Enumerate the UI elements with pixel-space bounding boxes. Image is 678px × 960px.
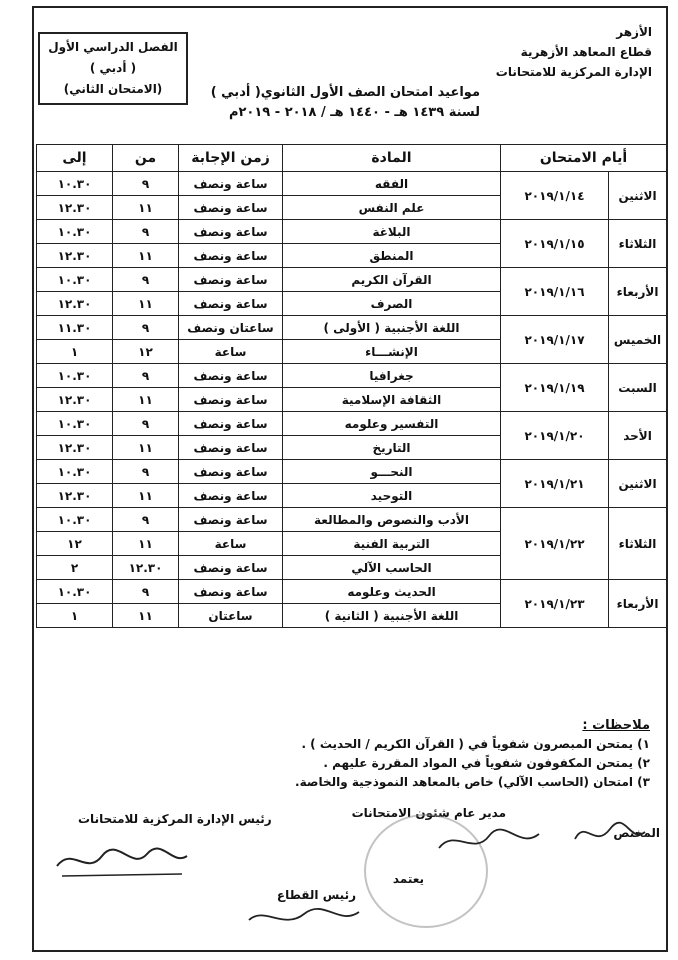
to-time-cell: ١٢.٣٠ [37, 484, 113, 508]
from-time-cell: ٩ [113, 172, 179, 196]
to-time-cell: ١٢.٣٠ [37, 244, 113, 268]
header-line: قطاع المعاهد الأزهرية [520, 45, 652, 59]
signature-director-label: مدير عام شئون الامتحانات [351, 806, 506, 820]
exam-date: ٢٠١٩/١/١٥ [501, 220, 609, 268]
table-row [37, 412, 667, 436]
duration-cell: ساعة ونصف [179, 436, 283, 460]
exam-date: ٢٠١٩/١/١٩ [501, 364, 609, 412]
notes-title: ملاحظات : [582, 718, 650, 733]
from-time-cell: ١١ [113, 436, 179, 460]
exam-day: الأحد [609, 412, 667, 460]
exam-date: ٢٠١٩/١/١٧ [501, 316, 609, 364]
col-header-subject: المادة [283, 145, 501, 172]
from-time-cell: ١١ [113, 196, 179, 220]
from-time-cell: ٩ [113, 268, 179, 292]
header-line: الإدارة المركزية للامتحانات [495, 65, 652, 79]
to-time-cell: ١٢.٣٠ [37, 292, 113, 316]
from-time-cell: ١١ [113, 244, 179, 268]
subject-cell: الإنشـــاء [283, 340, 501, 364]
subject-cell: البلاغة [283, 220, 501, 244]
table-row [37, 268, 667, 292]
exam-day: السبت [609, 364, 667, 412]
duration-cell: ساعة [179, 340, 283, 364]
subject-cell: جغرافيا [283, 364, 501, 388]
handwritten-signature [434, 820, 544, 860]
exam-day: الاثنين [609, 460, 667, 508]
to-time-cell: ١٠.٣٠ [37, 172, 113, 196]
duration-cell: ساعة ونصف [179, 196, 283, 220]
duration-cell: ساعة [179, 532, 283, 556]
subject-cell: علم النفس [283, 196, 501, 220]
table-row [37, 508, 667, 532]
to-time-cell: ٢ [37, 556, 113, 580]
exam-schedule-table [36, 144, 667, 628]
from-time-cell: ١٢ [113, 340, 179, 364]
subject-cell: الصرف [283, 292, 501, 316]
to-time-cell: ١٢.٣٠ [37, 196, 113, 220]
to-time-cell: ١٠.٣٠ [37, 460, 113, 484]
signature-approved-label: يعتمد [392, 872, 424, 886]
col-header-to: إلى [37, 145, 113, 172]
from-time-cell: ١٢.٣٠ [113, 556, 179, 580]
header-line: الأزهر [616, 25, 652, 39]
subject-cell: الحاسب الآلي [283, 556, 501, 580]
to-time-cell: ١٢ [37, 532, 113, 556]
subject-cell: التوحيد [283, 484, 501, 508]
subject-cell: النحـــو [283, 460, 501, 484]
exam-day: الأربعاء [609, 268, 667, 316]
signature-specialist-label: المختص [613, 826, 660, 840]
subject-cell: الحديث وعلومه [283, 580, 501, 604]
from-time-cell: ٩ [113, 412, 179, 436]
col-header-duration: زمن الإجابة [179, 145, 283, 172]
exam-day: الخميس [609, 316, 667, 364]
to-time-cell: ١٠.٣٠ [37, 412, 113, 436]
to-time-cell: ١٠.٣٠ [37, 508, 113, 532]
to-time-cell: ١ [37, 604, 113, 628]
schedule-body [37, 172, 667, 628]
header-title [211, 83, 480, 123]
title-line: لسنة ١٤٣٩ هـ - ١٤٤٠ هـ / ٢٠١٨ - ٢٠١٩م [228, 105, 480, 120]
subject-cell: المنطق [283, 244, 501, 268]
exam-date: ٢٠١٩/١/٢٠ [501, 412, 609, 460]
exam-date: ٢٠١٩/١/٢١ [501, 460, 609, 508]
exam-day: الثلاثاء [609, 508, 667, 580]
duration-cell: ساعة ونصف [179, 556, 283, 580]
from-time-cell: ١١ [113, 484, 179, 508]
handwritten-signature [52, 836, 192, 886]
subject-cell: التاريخ [283, 436, 501, 460]
subject-cell: الثقافة الإسلامية [283, 388, 501, 412]
document-page [32, 6, 668, 952]
col-header-days: أيام الامتحان [501, 145, 667, 172]
table-row [37, 460, 667, 484]
col-header-from: من [113, 145, 179, 172]
subject-cell: التفسير وعلومه [283, 412, 501, 436]
exam-day: الثلاثاء [609, 220, 667, 268]
duration-cell: ساعة ونصف [179, 172, 283, 196]
exam-date: ٢٠١٩/١/١٦ [501, 268, 609, 316]
subject-cell: الفقه [283, 172, 501, 196]
handwritten-signature [570, 814, 650, 854]
duration-cell: ساعة ونصف [179, 580, 283, 604]
exam-day: الاثنين [609, 172, 667, 220]
exam-date: ٢٠١٩/١/٢٢ [501, 508, 609, 580]
duration-cell: ساعة ونصف [179, 460, 283, 484]
term-box [38, 32, 188, 105]
duration-cell: ساعتان [179, 604, 283, 628]
from-time-cell: ٩ [113, 316, 179, 340]
to-time-cell: ١ [37, 340, 113, 364]
duration-cell: ساعة ونصف [179, 220, 283, 244]
subject-cell: اللغة الأجنبية ( الثانية ) [283, 604, 501, 628]
to-time-cell: ١١.٣٠ [37, 316, 113, 340]
duration-cell: ساعة ونصف [179, 244, 283, 268]
from-time-cell: ١١ [113, 604, 179, 628]
note-item: ١) يمتحن المبصرون شفوياً في ( القرآن الكريم / الحديث ) . [301, 737, 650, 751]
notes-section [295, 716, 650, 792]
duration-cell: ساعة ونصف [179, 412, 283, 436]
signature-sector-head-label: رئيس القطاع [276, 888, 356, 902]
exam-date: ٢٠١٩/١/١٤ [501, 172, 609, 220]
from-time-cell: ١١ [113, 532, 179, 556]
table-header-row [37, 145, 667, 172]
from-time-cell: ٩ [113, 364, 179, 388]
duration-cell: ساعة ونصف [179, 268, 283, 292]
table-row [37, 172, 667, 196]
signature-head-central-label: رئيس الإدارة المركزية للامتحانات [78, 812, 272, 826]
term-line: ( أدبي ) [89, 61, 137, 75]
table-row [37, 580, 667, 604]
from-time-cell: ٩ [113, 220, 179, 244]
from-time-cell: ٩ [113, 508, 179, 532]
term-line: (الامتحان الثاني) [63, 82, 163, 96]
header-organization [496, 22, 652, 82]
duration-cell: ساعة ونصف [179, 508, 283, 532]
table-row [37, 364, 667, 388]
to-time-cell: ١٠.٣٠ [37, 268, 113, 292]
subject-cell: اللغة الأجنبية ( الأولى ) [283, 316, 501, 340]
from-time-cell: ٩ [113, 580, 179, 604]
duration-cell: ساعة ونصف [179, 292, 283, 316]
to-time-cell: ١٠.٣٠ [37, 220, 113, 244]
subject-cell: القرآن الكريم [283, 268, 501, 292]
duration-cell: ساعة ونصف [179, 364, 283, 388]
note-item: ٢) يمتحن المكفوفون شفوياً في المواد المقررة عليهم . [323, 756, 650, 770]
duration-cell: ساعة ونصف [179, 484, 283, 508]
from-time-cell: ١١ [113, 292, 179, 316]
table-row [37, 220, 667, 244]
table-row [37, 316, 667, 340]
exam-date: ٢٠١٩/١/٢٣ [501, 580, 609, 628]
note-item: ٣) امتحان (الحاسب الآلي) خاص بالمعاهد النموذجية والخاصة. [295, 775, 650, 789]
to-time-cell: ١٠.٣٠ [37, 580, 113, 604]
subject-cell: التربية الفنية [283, 532, 501, 556]
title-line: مواعيد امتحان الصف الأول الثانوي( أدبي ) [210, 85, 480, 100]
from-time-cell: ١١ [113, 388, 179, 412]
exam-day: الأربعاء [609, 580, 667, 628]
to-time-cell: ١٢.٣٠ [37, 436, 113, 460]
handwritten-signature [244, 896, 364, 936]
duration-cell: ساعتان ونصف [179, 316, 283, 340]
to-time-cell: ١٠.٣٠ [37, 364, 113, 388]
to-time-cell: ١٢.٣٠ [37, 388, 113, 412]
term-line: الفصل الدراسي الأول [48, 40, 178, 54]
duration-cell: ساعة ونصف [179, 388, 283, 412]
from-time-cell: ٩ [113, 460, 179, 484]
subject-cell: الأدب والنصوص والمطالعة [283, 508, 501, 532]
